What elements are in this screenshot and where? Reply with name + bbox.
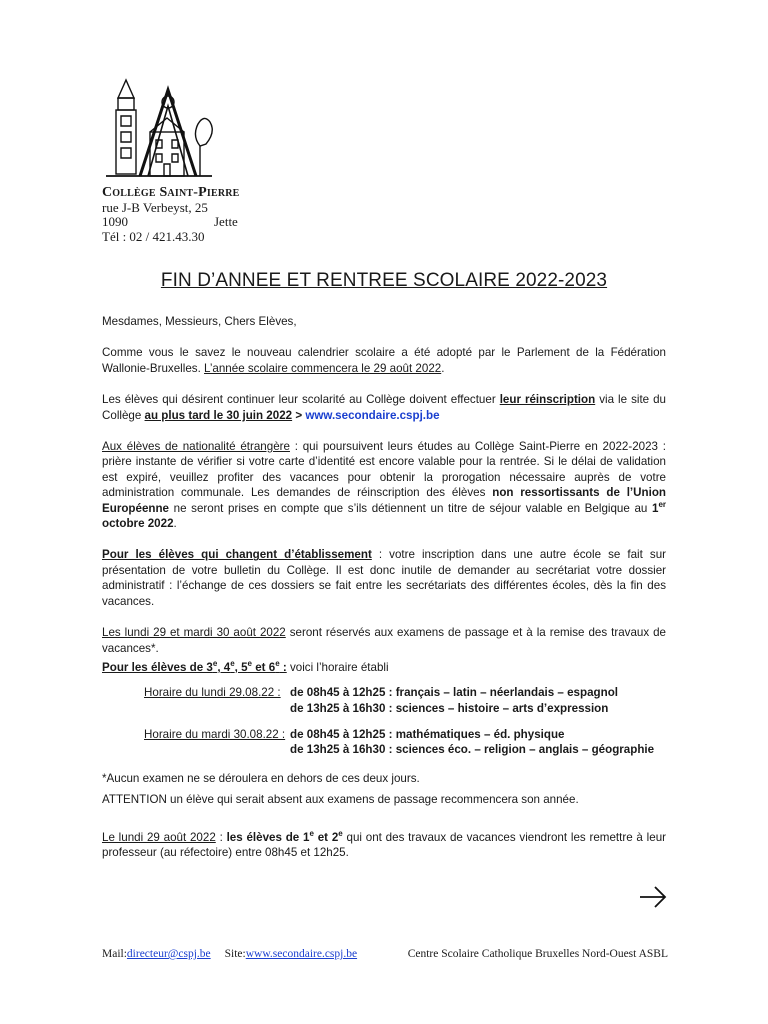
exam-days-heading: Les lundi 29 et mardi 30 août 2022	[102, 626, 286, 640]
footer	[102, 948, 668, 960]
schedule-line: de 08h45 à 12h25 : français – latin – néerlandais – espagnol	[290, 686, 618, 700]
holiday-work-grades-a: les élèves de 1	[226, 830, 310, 844]
foreign-students-heading: Aux élèves de nationalité étrangère	[102, 440, 290, 454]
grade-sup-4: e	[275, 659, 280, 669]
document-title: FIN D’ANNEE ET RENTREE SCOLAIRE 2022-2023	[160, 270, 608, 291]
para-reinscription	[102, 392, 666, 423]
footer-mail-label: Mail:	[102, 948, 127, 960]
permit-date-rest: octobre 2022	[102, 517, 174, 531]
street-address: rue J-B Verbeyst, 25	[102, 199, 208, 215]
school-change-heading: Pour les élèves qui changent d’établissement	[102, 548, 372, 562]
salutation: Mesdames, Messieurs, Chers Elèves,	[102, 315, 297, 328]
footer-mail-link[interactable]: directeur@cspj.be	[126, 948, 211, 960]
footer-site-label: Site:	[224, 948, 246, 960]
phone: Tél : 02 / 421.43.30	[102, 228, 205, 244]
grade-sep-3: et 6	[252, 660, 276, 674]
grades-heading	[102, 661, 287, 674]
para-school-change	[102, 547, 666, 609]
reinscription-deadline: au plus tard le 30 juin 2022	[144, 408, 293, 422]
holiday-work-grades-b: et 2	[313, 830, 339, 844]
grade-sup-3: e	[247, 659, 252, 669]
foreign-students-text-2: ne seront prises en compte que s’ils détiennent un titre de séjour valable en Belgique au	[169, 501, 652, 515]
footer-organization: Centre Scolaire Catholique Bruxelles Nord-Ouest ASBL	[407, 948, 668, 960]
reinscription-arrow: >	[292, 408, 306, 422]
schedule-label: Horaire du mardi 30.08.22 :	[144, 727, 286, 741]
para-exam-days	[102, 625, 666, 656]
foreign-students-text: : qui poursuivent leurs études au Collège Saint-Pierre en 2022-2023 : prière instante de vérifier si votre carte d’identité est encore valable pour la rentrée. Si le délai de validation est expiré, veuillez profiter des vacances pour obtenir la prorogation nécessaire auprès de votre administration communale. Les demandes de réinscription des élèves	[102, 440, 666, 500]
schedule-line: de 13h25 à 16h30 : sciences – histoire – arts d’expression	[290, 701, 609, 715]
schedule-tuesday	[102, 727, 666, 758]
school-start-date: L’année scolaire commencera le 29 août 2022	[204, 361, 442, 375]
para-calendar-text: Comme vous le savez le nouveau calendrier scolaire a été adopté par le Parlement de la Fédération Wallonie-Bruxelles.	[102, 346, 666, 375]
school-logo	[104, 76, 214, 186]
footer-site-link[interactable]: www.secondaire.cspj.be	[245, 948, 358, 960]
para-foreign-students	[102, 439, 666, 531]
grade-sep-2: , 5	[234, 660, 248, 674]
schedule-monday	[102, 685, 666, 716]
permit-date-day: 1	[651, 501, 659, 515]
postcode: 1090	[102, 214, 128, 229]
reinscription-site-link[interactable]: www.secondaire.cspj.be	[305, 408, 440, 422]
holiday-work-sep: :	[215, 830, 227, 844]
note-attention: ATTENTION un élève qui serait absent aux examens de passage recommencera son année.	[102, 793, 579, 807]
non-eu-emphasis: non ressortissants de l’Union Européenne	[102, 486, 666, 515]
para-calendar	[102, 345, 666, 376]
grades-text: voici l’horaire établi	[286, 660, 389, 674]
holiday-work-sup-2: e	[338, 828, 343, 838]
reinscription-emphasis: leur réinscription	[499, 393, 596, 407]
grades-lead: Pour les élèves de 3	[102, 660, 213, 674]
postcode-city-row	[102, 215, 240, 230]
para-grades-schedule	[102, 660, 666, 675]
para-holiday-work	[102, 830, 666, 861]
school-address-block	[102, 186, 240, 244]
reinscription-text-2: via le site du Collège	[102, 393, 667, 422]
grade-sep-1: , 4	[217, 660, 231, 674]
schedule-label: Horaire du lundi 29.08.22 :	[144, 686, 281, 700]
foreign-students-end: .	[173, 517, 177, 531]
grade-sup-1: e	[212, 659, 218, 669]
holiday-work-heading: Le lundi 29 août 2022	[102, 830, 216, 844]
exam-days-text: seront réservés aux examens de passage et à la remise des travaux de vacances*.	[102, 626, 666, 655]
schedule-line: de 13h25 à 16h30 : sciences éco. – religion – anglais – géographie	[290, 743, 655, 757]
arrow-right-icon	[638, 884, 668, 910]
permit-date-sup: er	[658, 499, 666, 509]
para-calendar-end: .	[441, 361, 445, 375]
grade-sup-2: e	[230, 659, 235, 669]
city: Jette	[214, 214, 238, 229]
school-change-text: : votre inscription dans une autre école se fait sur présentation de votre bulletin du Collège. Il est donc inutile de demander au secrétariat votre dossier administratif : l’échange de ces dossiers se fait entre les secrétariats des différentes écoles, dès la fin des vacances.	[102, 548, 666, 608]
holiday-work-text: qui ont des travaux de vacances viendront les remettre à leur professeur (au réfectoire) entre 08h45 et 12h25.	[102, 830, 666, 859]
reinscription-text: Les élèves qui désirent continuer leur scolarité au Collège doivent effectuer	[102, 393, 500, 407]
schedule-line: de 08h45 à 12h25 : mathématiques – éd. physique	[290, 727, 565, 741]
school-name: Collège Saint-Pierre	[102, 185, 240, 200]
holiday-work-sup-1: e	[309, 828, 314, 838]
grades-lead-end: :	[279, 660, 287, 674]
letter-body	[102, 314, 666, 860]
note-no-exams: *Aucun examen ne se déroulera en dehors de ces deux jours.	[102, 771, 420, 785]
